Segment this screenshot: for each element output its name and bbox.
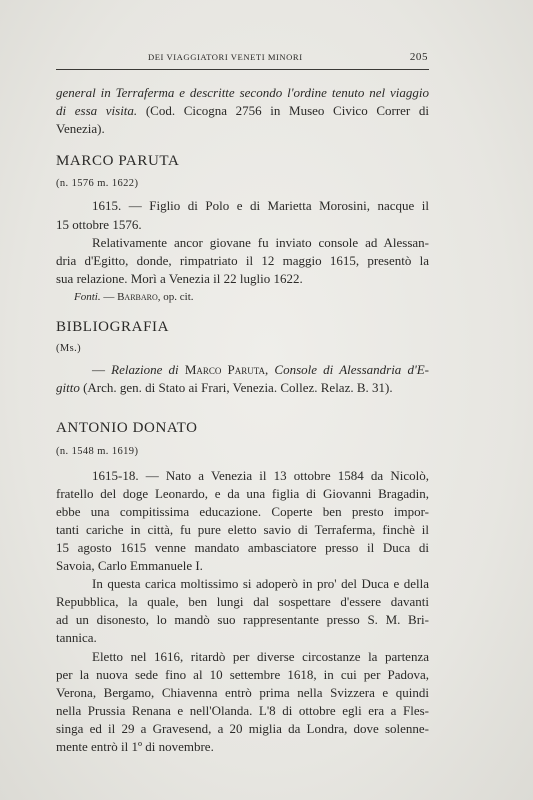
paruta-p1-line-1: 1615. — Figlio di Polo e di Marietta Morosini, nacque il (92, 198, 429, 214)
bib-rest: (Arch. gen. di Stato ai Frari, Venezia. Collez. Relaz. B. 31). (79, 380, 393, 396)
donato-p3-line-4: nella Prussia Renana e nell'Olanda. L'8 di ottobre egli era a Fles- (56, 702, 429, 718)
donato-p1-line-5: 15 agosto 1615 venne mandato ambasciatore presso il Duca di (56, 539, 429, 555)
fonti-author: Barbaro (117, 290, 158, 303)
intro-line-1: general in Terraferma e descritte secondo l'ordine tenuto nel viaggio (56, 85, 429, 100)
bib-author: Marco Paruta (178, 362, 266, 378)
donato-p3-line-6: mente entrò il 1º di novembre. (56, 739, 214, 754)
donato-p3-line-5: singa ed il 29 a Gravesend, a 20 miglia da Londra, dove solenne- (56, 720, 429, 736)
bib-italic-1: Relazione di (111, 362, 179, 378)
intro-line-2-italic: di essa visita. (56, 103, 138, 119)
fonti-label: Fonti. (74, 290, 101, 303)
paruta-heading: MARCO PARUTA (56, 153, 180, 170)
intro-line-3: Venezia). (56, 121, 105, 137)
donato-p1-line-4: tanti cariche in città, fu pure eletto savio di Terraferma, finchè il (56, 521, 429, 537)
donato-p1-line-3: ebbe una compitissima educazione. Coperte ben presto impor- (56, 503, 429, 519)
donato-p3-line-3: Verona, Bergamo, Chiavenna entrò prima nella Svizzera e quindi (56, 684, 429, 700)
donato-dates: (n. 1548 m. 1619) (56, 445, 139, 457)
bib-italic-2: Console di Alessandria d'E- (274, 362, 429, 378)
paruta-dates: (n. 1576 m. 1622) (56, 178, 139, 190)
donato-p1-line-1: 1615-18. — Nato a Venezia il 13 ottobre 1584 da Nicolò, (92, 467, 429, 483)
donato-p2-line-4: tannica. (56, 630, 97, 646)
intro-line-2-rest: (Cod. Cicogna 2756 in Museo Civico Correr di (137, 103, 430, 119)
bibliografia-sub: (Ms.) (56, 343, 82, 355)
intro-line-2 (56, 102, 429, 120)
paruta-p2-line-2: dria d'Egitto, donde, rimpatriato il 12 maggio 1615, presentò la (56, 252, 429, 268)
page-body (56, 84, 429, 756)
bib-dash: — (92, 362, 112, 378)
donato-p2-line-2: Repubblica, la quale, ben lungi dal sospettare d'essere davanti (56, 594, 429, 610)
bib-comma: , (265, 362, 275, 378)
paruta-p2-line-3: sua relazione. Morì a Venezia il 22 luglio 1622. (56, 270, 303, 286)
donato-p3-line-1: Eletto nel 1616, ritardò per diverse circostanze la partenza (92, 648, 429, 664)
donato-p1-line-2: fratello del doge Leonardo, e da una figlia di Giovanni Bragadin, (56, 485, 429, 501)
donato-heading: ANTONIO DONATO (56, 420, 198, 437)
bib-italic-3: gitto (56, 380, 80, 396)
page-number: 205 (409, 51, 428, 63)
donato-p2-line-3: ad un disonesto, lo mandò suo rappresentante presso S. M. Bri- (56, 612, 429, 628)
donato-p1-line-6: Savoia, Carlo Emmanuele I. (56, 558, 203, 574)
header-rule (56, 69, 429, 70)
running-head (56, 51, 428, 65)
paruta-p1-line-2: 15 ottobre 1576. (56, 216, 142, 232)
donato-p2-line-1: In questa carica moltissimo si adoperò in pro' del Duca e della (92, 576, 429, 592)
running-head-title: DEI VIAGGIATORI VENETI MINORI (148, 52, 303, 62)
paruta-p2-line-1: Relativamente ancor giovane fu inviato console ad Alessan- (92, 234, 429, 250)
fonti-rest: , op. cit. (157, 290, 194, 303)
bibliografia-line-1 (56, 361, 429, 379)
bibliografia-heading: BIBLIOGRAFIA (56, 319, 170, 336)
paruta-fonti (56, 288, 429, 306)
bibliografia-line-2 (56, 379, 429, 397)
donato-p3-line-2: per la nuova sede fino al 10 settembre 1618, in cui per Padova, (56, 666, 429, 682)
fonti-sep: — (100, 290, 118, 303)
